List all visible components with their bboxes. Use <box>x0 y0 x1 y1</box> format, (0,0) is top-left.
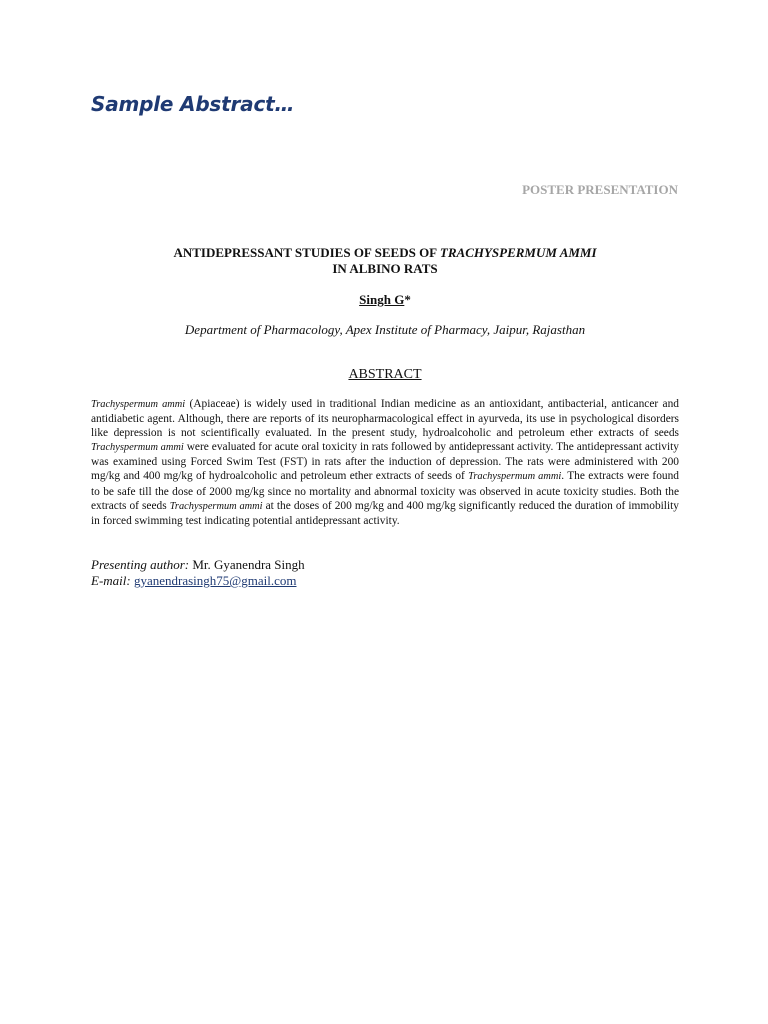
author-line <box>91 292 679 308</box>
author-marker: * <box>404 292 411 307</box>
presenting-author-line <box>91 557 305 573</box>
author-affiliation: Department of Pharmacology, Apex Institute of Pharmacy, Jaipur, Rajasthan <box>184 322 586 337</box>
abstract-text-4: at the doses of 200 mg/kg and 400 mg/kg significantly reduced the duration of immobility in forced swimming test indicating potential antidepressant activity. <box>91 499 679 527</box>
title-species: TRACHYSPERMUM AMMI <box>439 245 597 260</box>
title-line-1 <box>91 245 679 261</box>
species-name: Trachyspermum ammi <box>468 471 562 483</box>
presenting-author-name: Mr. Gyanendra Singh <box>189 557 305 572</box>
poster-presentation-label: POSTER PRESENTATION <box>522 182 678 197</box>
abstract-body <box>91 397 679 528</box>
species-name: Trachyspermum ammi <box>169 500 263 512</box>
abstract-text-2: were evaluated for acute oral toxicity in rats followed by antidepressant activity. The antidepressant activity was examined using Forced Swim Test (FST) in rats after the induction of depression. The rats were administered with 200 mg/kg and 400 mg/kg of hydroalcoholic and petroleum ether extracts of seeds of <box>91 441 679 483</box>
email-label: E-mail: <box>91 573 131 588</box>
species-name: Trachyspermum ammi <box>91 442 184 454</box>
abstract-text-1: (Apiaceae) is widely used in traditional Indian medicine as an antioxidant, antibacterial, anticancer and antidiabetic agent. Although, there are reports of its neuropharmacological effect in ayurveda, its use in psychological disorders like depression is not scientifically evaluated. In the present study, hydroalcoholic and petroleum ether extracts of seeds <box>91 398 679 440</box>
sample-abstract-heading: Sample Abstract… <box>91 92 295 116</box>
title-line-2: IN ALBINO RATS <box>332 261 438 276</box>
abstract-heading: ABSTRACT <box>348 367 422 382</box>
title-prefix: ANTIDEPRESSANT STUDIES OF SEEDS OF <box>173 245 440 260</box>
email-line <box>91 573 305 589</box>
species-name: Trachyspermum ammi <box>91 399 186 410</box>
contact-block <box>91 557 305 589</box>
email-link[interactable]: gyanendrasingh75@gmail.com <box>133 573 297 588</box>
presenting-author-label: Presenting author: <box>91 557 190 572</box>
abstract-text-3: . The extracts were found to be safe till the dose of 2000 mg/kg since no mortality and abnormal toxicity was observed in acute toxicity studies. Both the extracts of seeds <box>91 470 679 512</box>
author-name: Singh G <box>359 292 405 307</box>
paper-title <box>91 245 679 277</box>
